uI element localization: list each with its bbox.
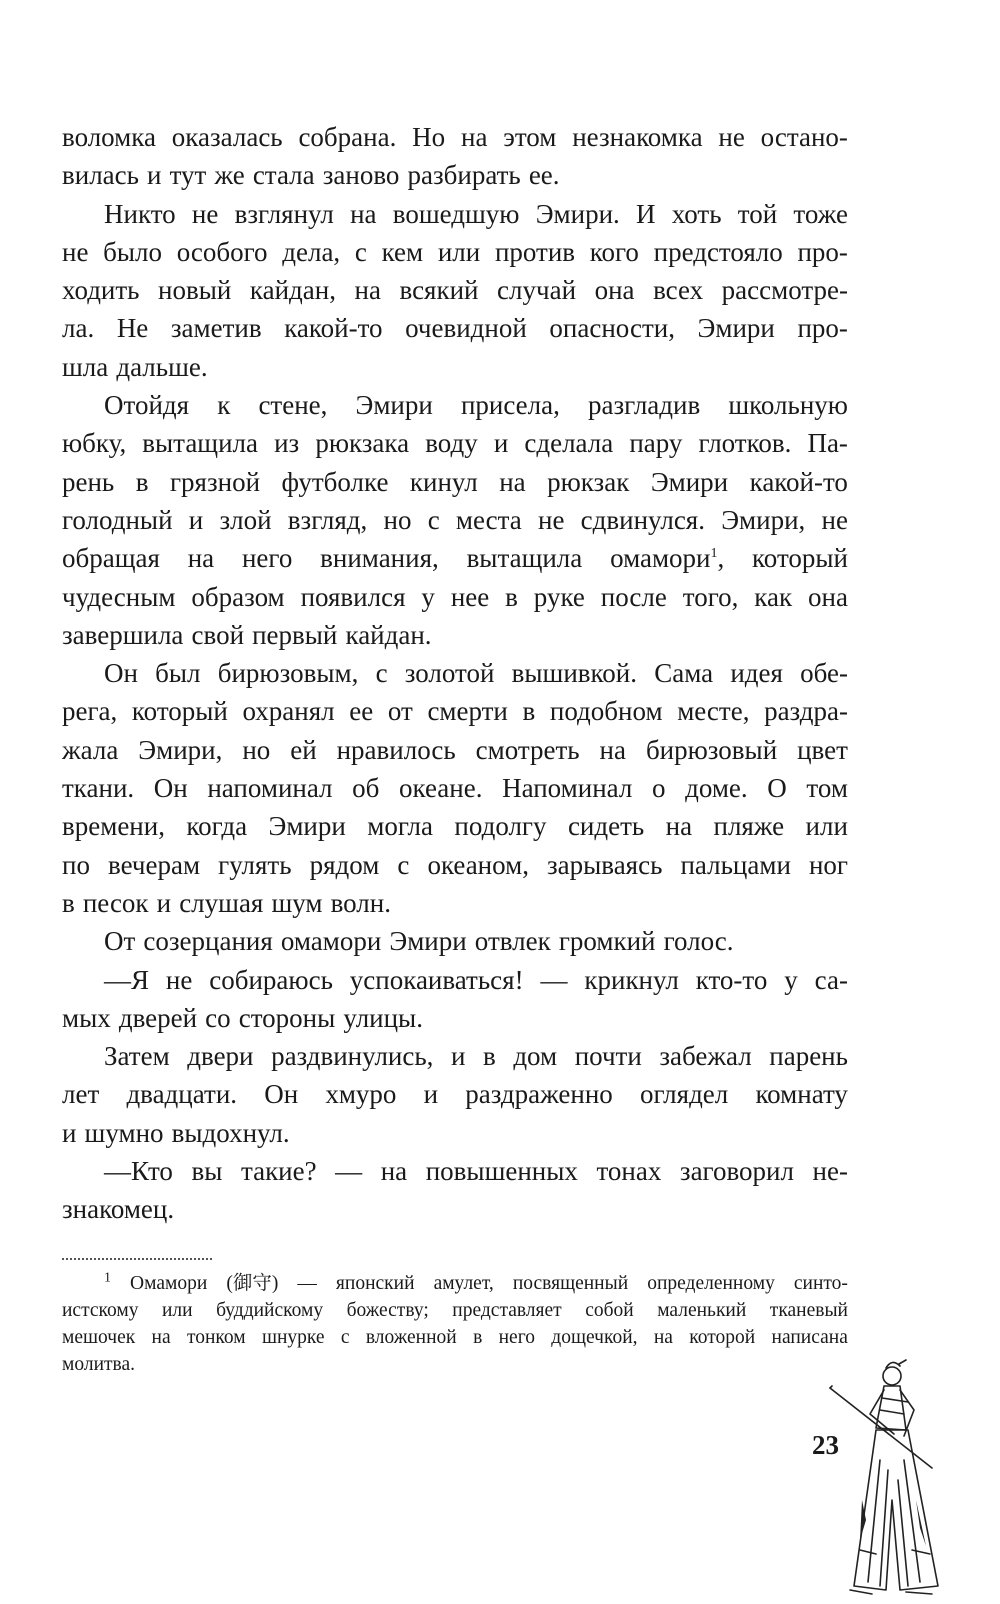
body-line: обращая на него внимания, вытащила омамори$^1$, который	[62, 543, 848, 574]
body-line: чудесным образом появился у нее в руке после того, как она	[62, 581, 848, 612]
footnote-line: молитва.	[62, 1354, 136, 1375]
body-line: От созерцания омамори Эмири отвлек громкий голос.	[104, 926, 734, 957]
footnote-reference: 1	[710, 546, 718, 562]
footnote-line: мешочек на тонком шнурке с вложенной в него дощечкой, на которой написана	[62, 1327, 848, 1348]
body-line: ла. Не заметив какой-то очевидной опасности, Эмири про-	[62, 313, 848, 344]
body-line: Затем двери раздвинулись, и в дом почти забежал парень	[104, 1041, 848, 1072]
body-line: в песок и слушая шум волн.	[62, 887, 391, 918]
body-line: шла дальше.	[62, 351, 208, 382]
body-line: ткани. Он напоминал об океане. Напоминал о доме. О том	[62, 773, 848, 804]
footnote-reference: 1	[104, 1270, 111, 1286]
footnote	[62, 1270, 848, 1378]
body-text	[62, 118, 848, 1229]
body-line: жала Эмири, но ей нравилось смотреть на бирюзовый цвет	[62, 734, 848, 765]
body-line: и шумно выдохнул.	[62, 1117, 290, 1148]
body-line: рега, который охранял ее от смерти в подобном месте, раздра-	[62, 696, 848, 727]
footnote-line: $^1$ Омамори (御守) — японский амулет, посвященный определенному синто-	[104, 1270, 848, 1294]
body-line: юбку, вытащила из рюкзака воду и сделала пару глотков. Па-	[62, 428, 848, 459]
body-line: ходить новый кайдан, на всякий случай она всех рассмотре-	[62, 275, 848, 306]
body-line: Он был бирюзовым, с золотой вышивкой. Сама идея обе-	[104, 658, 848, 689]
body-line: вилась и тут же стала заново разбирать ее.	[62, 160, 560, 191]
body-line: —Я не собираюсь успокаиваться! — крикнул кто-то у са-	[104, 964, 848, 995]
body-line: рень в грязной футболке кинул на рюкзак Эмири какой-то	[62, 466, 848, 497]
page-number: 23	[812, 1430, 839, 1460]
body-line: не было особого дела, с кем или против кого предстояло про-	[62, 236, 848, 267]
footnote-divider	[62, 1258, 212, 1260]
body-line: знакомец.	[62, 1194, 175, 1225]
body-line: по вечерам гулять рядом с океаном, зарываясь пальцами ног	[62, 849, 848, 880]
body-line: времени, когда Эмири могла подолгу сидеть на пляже или	[62, 811, 848, 842]
body-line: Никто не взглянул на вошедшую Эмири. И хоть той тоже	[104, 198, 848, 229]
samurai-illustration-icon	[820, 1350, 960, 1600]
body-line: завершила свой первый кайдан.	[62, 619, 432, 650]
body-line: мых дверей со стороны улицы.	[62, 1002, 423, 1033]
body-line: воломка оказалась собрана. Но на этом незнакомка не остано-	[62, 122, 848, 152]
body-line: лет двадцати. Он хмуро и раздраженно оглядел комнату	[62, 1079, 848, 1110]
body-line: Отойдя к стене, Эмири присела, разгладив школьную	[104, 390, 848, 421]
footnote-line: истскому или буддийскому божеству; представляет собой маленький тканевый	[62, 1300, 848, 1321]
body-line: —Кто вы такие? — на повышенных тонах заговорил не-	[104, 1156, 848, 1187]
body-line: голодный и злой взгляд, но с места не сдвинулся. Эмири, не	[62, 504, 848, 535]
